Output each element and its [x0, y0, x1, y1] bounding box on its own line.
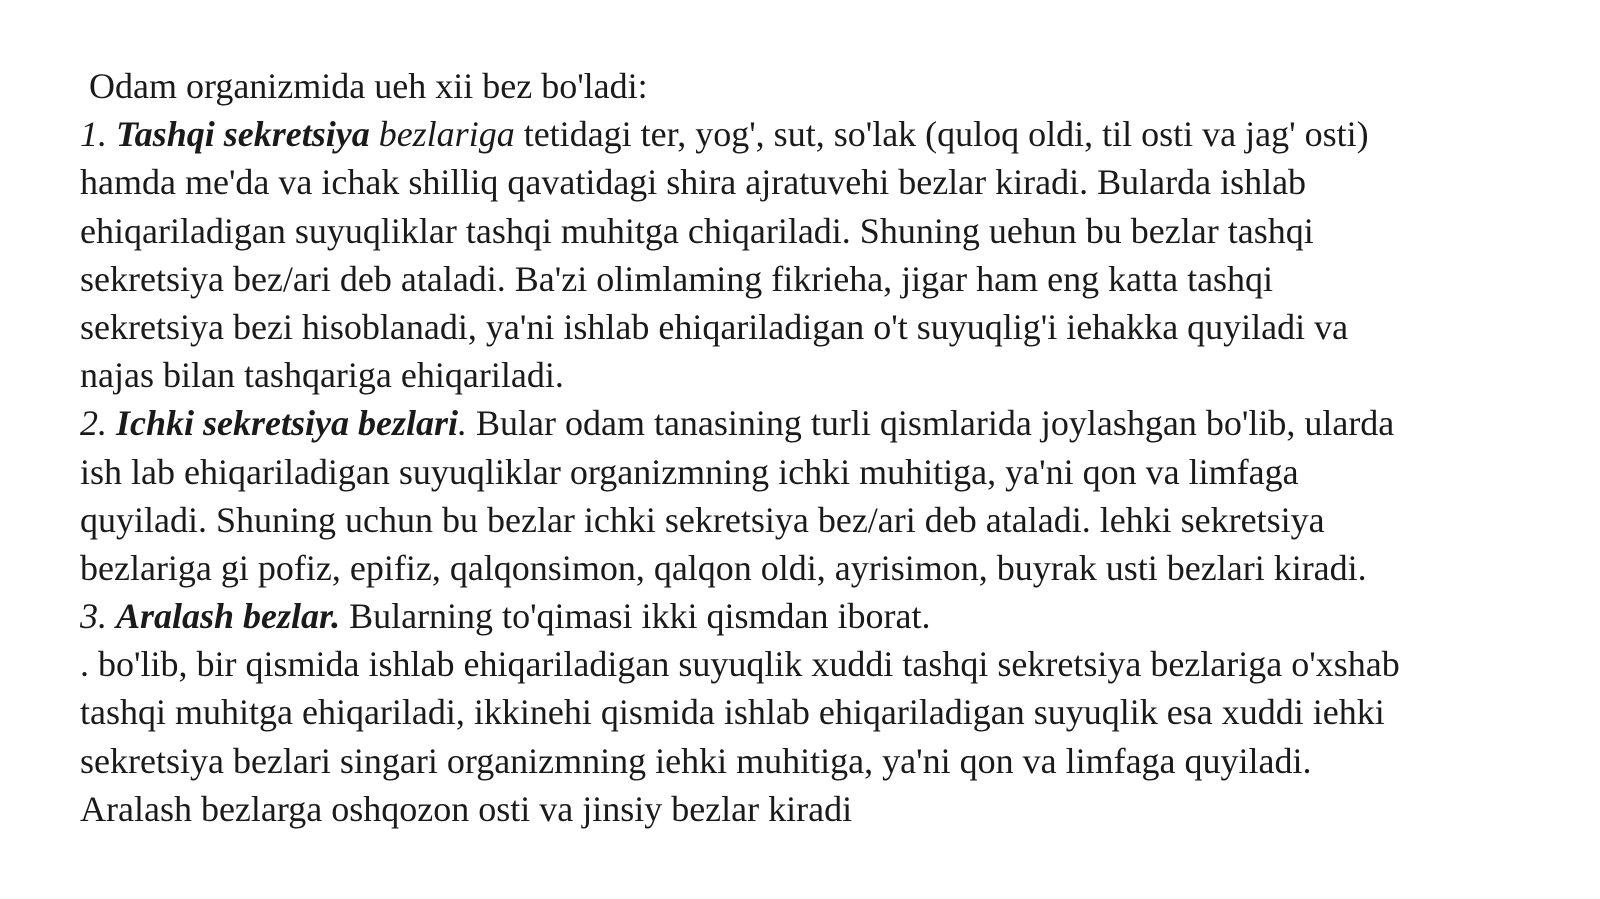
text-run: bezlariga gi pofiz, epifiz, qalqonsimon, qalqon oldi, ayrisimon, buyrak usti bezlari kiradi.: [80, 547, 1367, 588]
text-run: . bo'lib, bir qismida ishlab ehiqariladigan suyuqlik xuddi tashqi sekretsiya bezlariga o'xshab: [80, 644, 1400, 685]
text-line: [80, 62, 1580, 110]
text-run: Bularning to'qimasi ikki qismdan iborat.: [340, 596, 931, 637]
text-line: [80, 255, 1580, 303]
text-run: 2.: [80, 403, 116, 444]
text-line: [80, 544, 1580, 592]
text-line: [80, 592, 1580, 640]
text-run: Aralash bezlarga oshqozon osti va jinsiy bezlar kiradi: [80, 788, 853, 829]
text-run: Bular odam tanasining turli qismlarida joylashgan bo'lib, ularda: [466, 403, 1395, 444]
document-text: [80, 62, 1580, 833]
text-line: [80, 448, 1580, 496]
text-run: Odam organizmida ueh xii bez bo'ladi:: [80, 66, 648, 106]
text-run: tetidagi ter, yog', sut, so'lak (quloq oldi, til osti va jag' osti): [514, 114, 1369, 155]
text-run: sekretsiya bez/ari deb ataladi. Ba'zi olimlaming fikrieha, jigar ham eng katta tashqi: [80, 258, 1274, 299]
text-run: 1.: [80, 114, 116, 155]
text-line: [80, 688, 1580, 736]
text-line: [80, 737, 1580, 785]
text-line: [80, 351, 1580, 399]
text-line: [80, 303, 1580, 351]
text-run: hamda me'da va ichak shilliq qavatidagi shira ajratuvehi bezlar kiradi. Bularda ishlab: [80, 162, 1307, 203]
text-line: [80, 640, 1580, 688]
text-run: ish lab ehiqariladigan suyuqliklar organizmning ichki muhitiga, ya'ni qon va limfaga: [80, 451, 1299, 492]
text-line: [80, 207, 1580, 255]
text-run: ehiqariladigan suyuqliklar tashqi muhitga chiqariladi. Shuning uehun bu bezlar tashqi: [80, 210, 1314, 251]
text-run: tashqi muhitga ehiqariladi, ikkinehi qismida ishlab ehiqariladigan suyuqlik esa xuddi iehki: [80, 692, 1385, 733]
section-heading: Ichki sekretsiya bezlari: [116, 403, 458, 444]
text-line: [80, 496, 1580, 544]
section-heading: Tashqi sekretsiya: [116, 114, 370, 155]
text-line: [80, 399, 1580, 447]
text-line: [80, 110, 1580, 158]
text-run: najas bilan tashqariga ehiqariladi.: [80, 355, 564, 396]
text-run: bezlariga: [369, 114, 515, 155]
text-run: sekretsiya bezlari singari organizmning iehki muhitiga, ya'ni qon va limfaga quyiladi.: [80, 740, 1312, 781]
text-run: quyiladi. Shuning uchun bu bezlar ichki sekretsiya bez/ari deb ataladi. lehki sekretsiya: [80, 499, 1325, 540]
text-line: [80, 785, 1580, 833]
text-run: .: [457, 403, 467, 444]
text-run: sekretsiya bezi hisoblanadi, ya'ni ishlab ehiqariladigan o't suyuqlig'i iehakka quyiladi va: [80, 306, 1349, 347]
section-heading: Aralash bezlar.: [116, 596, 341, 637]
text-line: [80, 158, 1580, 206]
text-run: 3.: [80, 596, 116, 637]
